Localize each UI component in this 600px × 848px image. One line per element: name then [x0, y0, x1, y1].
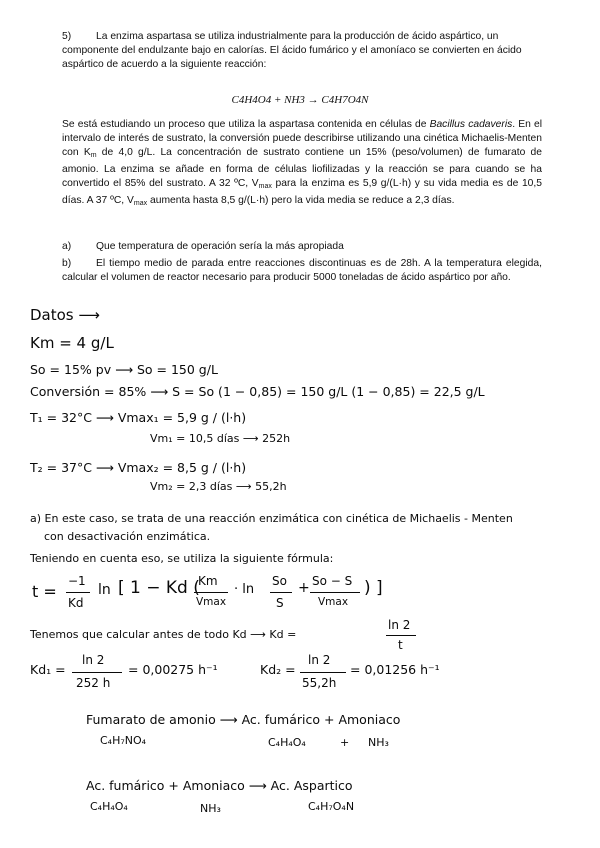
hw-so: So = 15% pv ⟶ So = 150 g/L [30, 362, 218, 377]
hw-vm2: Vm₂ = 2,3 días ⟶ 55,2h [150, 480, 287, 493]
hw-t2: T₂ = 37°C ⟶ Vmax₂ = 8,5 g / (l·h) [30, 460, 247, 475]
problem-number: 5) [62, 31, 72, 42]
hw-r1-f2: C₄H₄O₄ [268, 736, 306, 749]
reaction-equation: C4H4O4 + NH3 → C4H7O4N [231, 94, 369, 106]
formula-vmax: Vmax [196, 596, 227, 608]
formula-km: Km [198, 574, 218, 588]
kd1-num: ln 2 [82, 653, 105, 667]
hw-r2-f1: C₄H₄O₄ [90, 800, 128, 813]
formula-plus: + [298, 580, 310, 596]
question-b-text: El tiempo medio de parada entre reacciones discontinuas es de 28h. A la temperatura elegida, calcular el volumen de reactor necesario para producir 5000 toneladas de ácido aspártico por año. [62, 258, 542, 283]
formula-s: S [276, 596, 284, 610]
hw-r1-f1: C₄H₇NO₄ [100, 734, 147, 747]
formula-neg1: −1 [68, 574, 86, 588]
formula-so: So [272, 574, 287, 588]
km-subscript: m [90, 152, 97, 159]
problem-body [62, 118, 542, 211]
hw-kd1-lhs: Kd₁ = [30, 662, 66, 677]
kd-den: t [398, 638, 403, 652]
kd1-frac-line [72, 672, 122, 673]
hw-a-line1: a) En este caso, se trata de una reacción enzimática con cinética de Michaelis - Menten [30, 512, 513, 525]
body-text-5: aumenta hasta 8,5 g/(L·h) pero la vida media se reduce a 2,3 días. [147, 195, 455, 206]
formula-ln: ln [98, 582, 111, 598]
problem-intro [62, 30, 542, 72]
body-text-1: Se está estudiando un proceso que utiliza la aspartasa contenida en células de [62, 119, 430, 130]
kd2-frac-line [300, 672, 346, 673]
hw-r1-f3: NH₃ [368, 736, 389, 749]
formula-frac-line-2 [194, 592, 228, 593]
formula-frac-line-1 [66, 592, 90, 593]
hw-r2-f2: NH₃ [200, 802, 221, 815]
question-b [62, 257, 542, 285]
kd1-den: 252 h [76, 676, 111, 690]
hw-kd-line: Tenemos que calcular antes de todo Kd ⟶ Kd = [30, 628, 297, 641]
body-text-4: para la enzima es 5,9 g/(L·h) y su vida media es de 10,5 días. A 37 ºC, V [62, 178, 543, 206]
hw-datos: Datos ⟶ [30, 306, 100, 324]
body-text-2: . En el intervalo de interés de sustrato, la conversión puede describirse utilizando una cinética Michaelis-Menten con K [62, 119, 542, 158]
formula-frac-line-3 [270, 592, 292, 593]
hw-conversion: Conversión = 85% ⟶ S = So (1 − 0,85) = 150 g/L (1 − 0,85) = 22,5 g/L [30, 384, 485, 399]
kd-frac-line [386, 635, 416, 636]
hw-r1: Fumarato de amonio ⟶ Ac. fumárico + Amoniaco [86, 712, 401, 727]
hw-a-line3: Teniendo en cuenta eso, se utiliza la siguiente fórmula: [30, 552, 334, 565]
question-b-label: b) [62, 258, 72, 269]
hw-kd1-val: = 0,00275 h⁻¹ [128, 662, 218, 677]
formula-so-s: So − S [312, 574, 353, 588]
formula-open: [ 1 − Kd ( [118, 578, 200, 598]
formula-vmax2: Vmax [318, 596, 349, 608]
formula-lnso: · ln [234, 582, 255, 597]
hw-kd2-val: = 0,01256 h⁻¹ [350, 662, 440, 677]
kd-num: ln 2 [388, 618, 411, 632]
body-text-3: de 4,0 g/L. La concentración de sustrato contiene un 15% (peso/volumen) de fumarato de amonio. La enzima se añade en forma de células liofilizadas y la reacción se para cuando se ha convertido el 85% del sustrato. A 32 ºC, V [62, 147, 542, 189]
hw-vm1: Vm₁ = 10,5 días ⟶ 252h [150, 432, 291, 445]
vmax-subscript-2: max [133, 200, 148, 207]
kd2-den: 55,2h [302, 676, 337, 690]
formula-kd: Kd [68, 596, 84, 610]
hw-kd2-lhs: Kd₂ = [260, 662, 296, 677]
hw-r2: Ac. fumárico + Amoniaco ⟶ Ac. Aspartico [86, 778, 353, 793]
kd2-num: ln 2 [308, 653, 331, 667]
hw-km: Km = 4 g/L [30, 334, 114, 352]
hw-r1-plus: + [340, 736, 350, 749]
question-a-label: a) [62, 241, 72, 252]
question-a-text: Que temperatura de operación sería la más apropiada [96, 241, 344, 252]
vmax-subscript-1: max [258, 183, 272, 190]
problem-intro-text: La enzima aspartasa se utiliza industrialmente para la producción de ácido aspártico, un componente del endulzante bajo en calorías. El ácido fumárico y el amoníaco se convierten en ácido aspártico de acuerdo a la siguiente reacción: [62, 31, 522, 70]
formula-frac-line-4 [310, 592, 360, 593]
hw-t1: T₁ = 32°C ⟶ Vmax₁ = 5,9 g / (l·h) [30, 410, 247, 425]
question-a [62, 240, 542, 254]
species-name: Bacillus cadaveris [429, 119, 513, 130]
formula-t: t = [32, 582, 57, 601]
hw-a-line2: con desactivación enzimática. [44, 530, 211, 543]
formula-close: ) ] [364, 578, 383, 598]
hw-r2-f3: C₄H₇O₄N [308, 800, 355, 813]
